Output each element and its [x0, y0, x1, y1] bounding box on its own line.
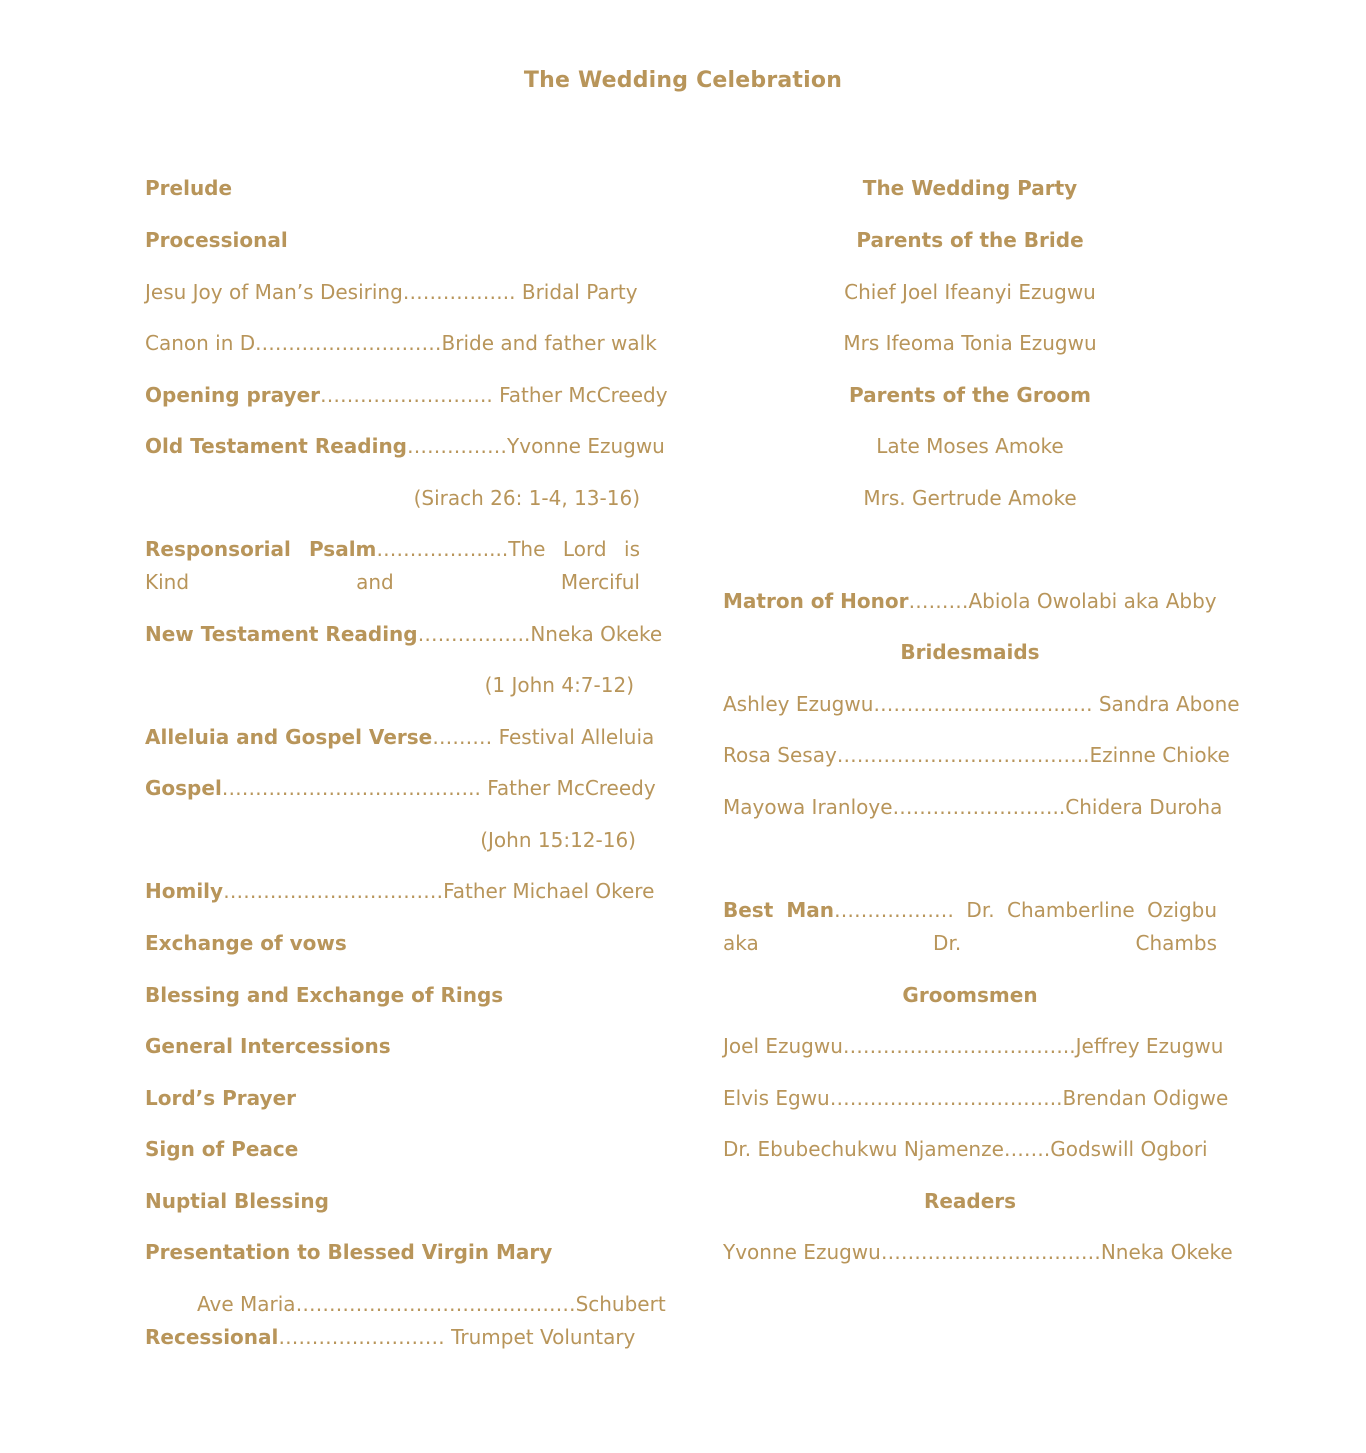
wedding-party-heading: The Wedding Party [862, 176, 1078, 200]
dot-leader: ………………….…………….. [221, 776, 481, 800]
matron-name: Abiola Owolabi aka Abby [968, 589, 1217, 613]
dot-leader: ……………………………….. [836, 743, 1090, 767]
dot-leader: …………………………….. [829, 1086, 1063, 1110]
readers-heading: Readers [923, 1189, 1017, 1213]
old-testament-line [145, 430, 665, 463]
best-man-line [723, 894, 1217, 960]
dot-leader: ……………..... [376, 537, 509, 561]
matron-line [723, 585, 1217, 618]
prelude: Prelude [145, 176, 233, 200]
bridesmaid-pair [723, 791, 1223, 824]
nuptial-blessing: Nuptial Blessing [145, 1189, 329, 1213]
psalm-label: Responsorial Psalm [145, 537, 377, 561]
groomsman-name: Godswill Ogbori [1050, 1137, 1208, 1161]
jesu-performer: Bridal Party [521, 280, 638, 304]
canon-piece: Canon in D [145, 331, 256, 355]
recessional-line [145, 1321, 640, 1354]
alleluia-label: Alleluia and Gospel Verse [145, 725, 433, 749]
exchange-of-vows: Exchange of vows [145, 931, 347, 955]
dot-leader: ………………………..…. [873, 692, 1093, 716]
groomsman-name: Jeffrey Ezugwu [1075, 1034, 1224, 1058]
groomsman-name: Joel Ezugwu [723, 1034, 843, 1058]
old-testament-label: Old Testament Reading [145, 434, 408, 458]
groom-father: Late Moses Amoke [876, 434, 1064, 458]
reader-name: Yvonne Ezugwu [723, 1240, 881, 1264]
readers-pair [723, 1236, 1233, 1269]
groom-mother: Mrs. Gertrude Amoke [863, 486, 1077, 510]
psalm-title: The Lord is Kind and Merciful [145, 537, 640, 594]
gospel-reference: (John 15:12-16) [480, 828, 636, 852]
ave-maria-piece: Ave Maria [197, 1292, 296, 1316]
recessional-label: Recessional [145, 1325, 279, 1349]
dot-leader: .……………………… [255, 331, 442, 355]
dot-leader: …………….. [417, 622, 531, 646]
dot-leader: ……………… [833, 898, 954, 922]
ave-maria-composer: Schubert [575, 1292, 666, 1316]
dot-leader: ……… [908, 589, 969, 613]
bride-parents-heading: Parents of the Bride [856, 228, 1084, 252]
dot-leader: …………………….. [320, 383, 493, 407]
bridesmaid-name: Chidera Duroha [1065, 795, 1223, 819]
canon-line [145, 327, 657, 360]
groomsman-pair [723, 1030, 1224, 1063]
matron-label: Matron of Honor [723, 589, 909, 613]
gospel-label: Gospel [145, 776, 222, 800]
dot-leader: …………………….. [892, 795, 1066, 819]
lords-prayer: Lord’s Prayer [145, 1086, 296, 1110]
processional: Processional [145, 228, 288, 252]
bridesmaid-pair [723, 739, 1230, 772]
old-testament-reader: Yvonne Ezugwu [507, 434, 665, 458]
new-testament-label: New Testament Reading [145, 622, 418, 646]
bridesmaid-pair [723, 688, 1240, 721]
alleluia-line [145, 721, 655, 754]
homily-label: Homily [145, 879, 224, 903]
groomsmen-heading: Groomsmen [902, 983, 1038, 1007]
bridesmaid-name: Mayowa Iranloye [723, 795, 893, 819]
general-intercessions: General Intercessions [145, 1034, 391, 1058]
opening-prayer-label: Opening prayer [145, 383, 321, 407]
presentation-to-mary: Presentation to Blessed Virgin Mary [145, 1240, 553, 1264]
groomsman-pair [723, 1133, 1217, 1166]
bride-mother: Mrs Ifeoma Tonia Ezugwu [843, 331, 1097, 355]
dot-leader: …………….. [402, 280, 516, 304]
page-title: The Wedding Celebration [523, 68, 843, 93]
old-testament-reference: (Sirach 26: 1-4, 13-16) [413, 486, 640, 510]
reader-name: Nneka Okeke [1100, 1240, 1233, 1264]
bridesmaids-heading: Bridesmaids [900, 640, 1040, 664]
new-testament-reader: Nneka Okeke [530, 622, 663, 646]
groomsman-name: Elvis Egwu [723, 1086, 830, 1110]
blessing-of-rings: Blessing and Exchange of Rings [145, 983, 504, 1007]
bridesmaid-name: Sandra Abone [1098, 692, 1240, 716]
dot-leader: …………………………………… [295, 1292, 576, 1316]
groomsman-pair [723, 1082, 1229, 1115]
sign-of-peace: Sign of Peace [145, 1137, 299, 1161]
alleluia-piece: Festival Alleluia [498, 725, 655, 749]
best-man-label: Best Man [723, 898, 834, 922]
groom-parents-heading: Parents of the Groom [848, 383, 1092, 407]
jesu-piece: Jesu Joy of Man’s Desiring [145, 280, 403, 304]
jesu-line [145, 276, 640, 309]
gospel-officiant: Father McCreedy [487, 776, 656, 800]
gospel-line [145, 772, 656, 805]
canon-note: Bride and father walk [441, 331, 657, 355]
bridesmaid-name: Ezinne Chioke [1089, 743, 1230, 767]
dot-leader: ………….………… [278, 1325, 445, 1349]
groomsman-name: Dr. Ebubechukwu Njamenze [723, 1137, 1004, 1161]
opening-prayer-line [145, 379, 668, 412]
dot-leader: ……. [1003, 1137, 1051, 1161]
best-man-name: Dr. Chamberline Ozigbu aka Dr. Chambs [723, 898, 1218, 955]
dot-leader: …………………………….. [842, 1034, 1076, 1058]
recessional-piece: Trumpet Voluntary [451, 1325, 636, 1349]
dot-leader: ……… [432, 725, 493, 749]
psalm-line [145, 533, 640, 599]
bride-father: Chief Joel Ifeanyi Ezugwu [844, 280, 1096, 304]
bridesmaid-name: Ashley Ezugwu [723, 692, 874, 716]
dot-leader: …………… [407, 434, 508, 458]
ave-maria-line [145, 1288, 666, 1321]
dot-leader: …………………………… [880, 1240, 1101, 1264]
new-testament-line [145, 618, 663, 651]
bridesmaid-name: Rosa Sesay [723, 743, 837, 767]
homily-line [145, 875, 655, 908]
opening-prayer-officiant: Father McCreedy [499, 383, 668, 407]
dot-leader: …………………………… [223, 879, 444, 903]
homily-officiant: Father Michael Okere [443, 879, 655, 903]
groomsman-name: Brendan Odigwe [1062, 1086, 1229, 1110]
new-testament-reference: (1 John 4:7-12) [484, 673, 634, 697]
